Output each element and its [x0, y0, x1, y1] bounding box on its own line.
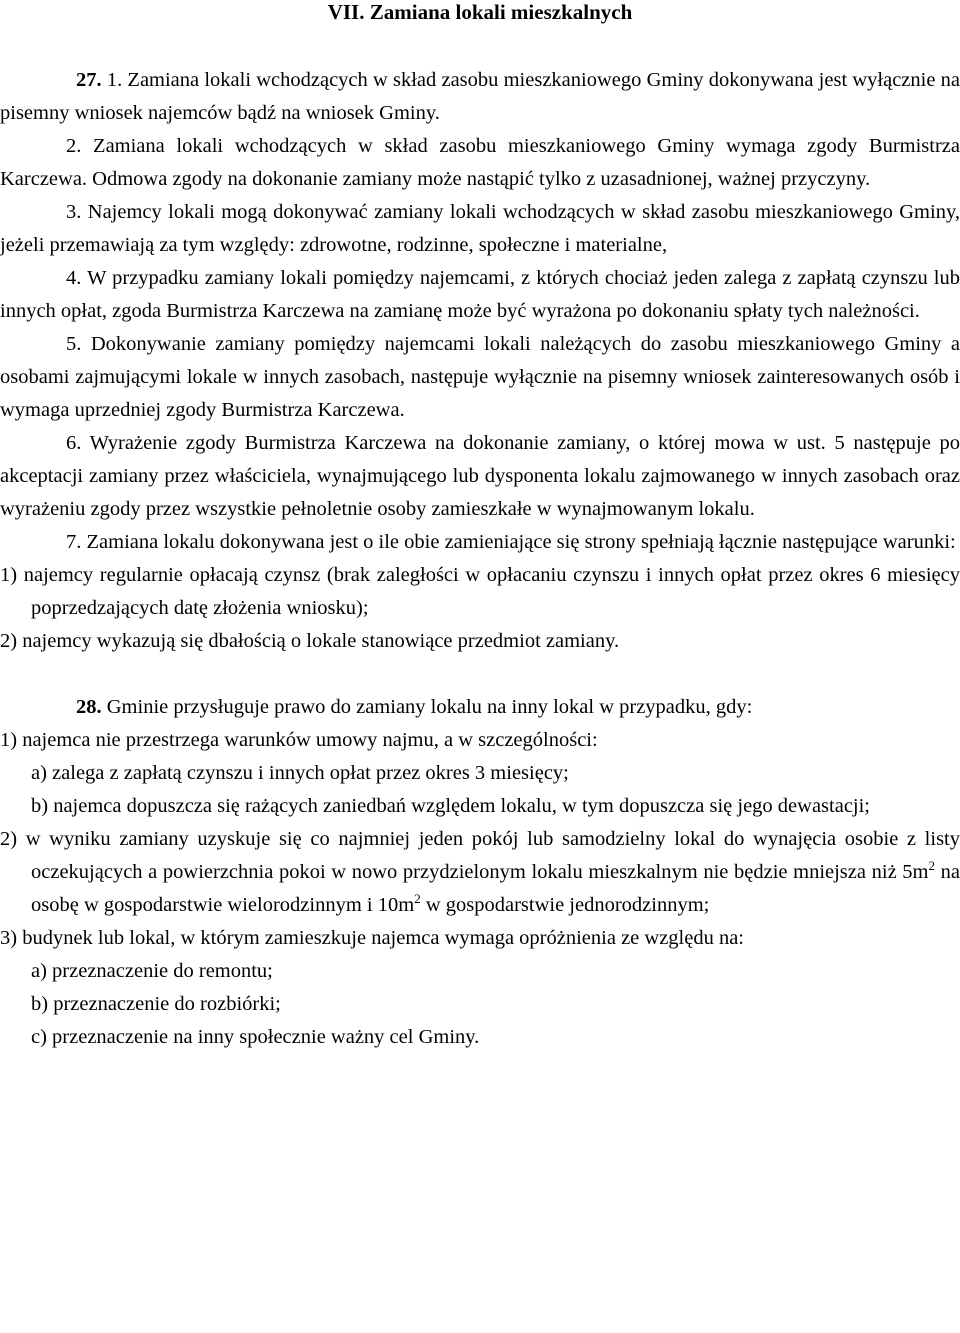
s27-para-3: 3. Najemcy lokali mogą dokonywać zamiany lokali wchodzących w skład zasobu mieszkaniowego Gminy, jeżeli przemawiają za tym względy: zdrowotne, rodzinne, społeczne i materialne, [0, 201, 960, 256]
s28-item-3a: a) przeznaczenie do remontu; [31, 960, 273, 982]
s28-item-1a: a) zalega z zapłatą czynszu i innych opłat przez okres 3 miesięcy; [31, 762, 569, 784]
s28-intro-text: Gminie przysługuje prawo do zamiany lokalu na inny lokal w przypadku, gdy: [101, 696, 753, 718]
s28-item-2-part3: w gospodarstwie jednorodzinnym; [420, 894, 710, 916]
s27-para-2: 2. Zamiana lokali wchodzących w skład zasobu mieszkaniowego Gminy wymaga zgody Burmistrza Karczewa. Odmowa zgody na dokonanie zamiany może nastąpić tylko z uzasadnionej, ważnej przyczyny. [0, 135, 960, 190]
chapter-title: VII. Zamiana lokali mieszkalnych [327, 0, 633, 24]
s27-para-7: 7. Zamiana lokalu dokonywana jest o ile obie zamieniające się strony spełniają łącznie następujące warunki: [66, 531, 956, 553]
s27-para-1-text: 1. Zamiana lokali wchodzących w skład zasobu mieszkaniowego Gminy dokonywana jest wyłącznie na pisemny wniosek najemców bądź na wniosek Gminy. [0, 69, 960, 124]
section-28 [0, 691, 960, 1054]
s28-item-1: 1) najemca nie przestrzega warunków umowy najmu, a w szczególności: [0, 729, 598, 751]
section-27 [0, 64, 960, 658]
s28-item-2 [0, 823, 960, 922]
s27-para-1 [0, 64, 960, 130]
s28-intro [0, 691, 960, 724]
s27-number: 27. [76, 69, 102, 91]
s28-item-2-part1: 2) w wyniku zamiany uzyskuje się co najmniej jeden pokój lub samodzielny lokal do wynajęcia osobie z listy oczekujących a powierzchnia pokoi w nowo przydzielonym lokalu mieszkalnym nie będzie mniejsza niż 5m [0, 828, 960, 883]
s28-item-3: 3) budynek lub lokal, w którym zamieszkuje najemca wymaga opróżnienia ze względu na: [0, 927, 745, 949]
s28-item-1b: b) najemca dopuszcza się rażących zaniedbań względem lokalu, w tym dopuszcza się jego dewastacji; [31, 795, 870, 817]
s28-number: 28. [76, 696, 102, 718]
s27-para-5: 5. Dokonywanie zamiany pomiędzy najemcami lokali należących do zasobu mieszkaniowego Gminy a osobami zajmującymi lokale w innych zasobach, następuje wyłącznie na pisemny wniosek zainteresowanych osób i wymaga uprzedniej zgody Burmistrza Karczewa. [0, 333, 960, 421]
s27-para-4: 4. W przypadku zamiany lokali pomiędzy najemcami, z których chociaż jeden zalega z zapłatą czynszu lub innych opłat, zgoda Burmistrza Karczewa na zamianę może być wyrażona po dokonaniu spłaty tych należności. [0, 267, 960, 322]
superscript-2: 2 [928, 858, 935, 874]
s28-item-2-part2: na osobę w gospodarstwie wielorodzinnym i 10m [31, 861, 960, 916]
s28-item-3c: c) przeznaczenie na inny społecznie ważny cel Gminy. [31, 1026, 480, 1048]
s27-para-6: 6. Wyrażenie zgody Burmistrza Karczewa na dokonanie zamiany, o której mowa w ust. 5 następuje po akceptacji zamiany przez właściciela, wynajmującego lub dysponenta lokalu zajmowanego w innych zasobach oraz wyrażeniu zgody przez wszystkie pełnoletnie osoby zamieszkałe w wynajmowanym lokalu. [0, 432, 960, 520]
s27-para-7-item-2: 2) najemcy wykazują się dbałością o lokale stanowiące przedmiot zamiany. [0, 630, 620, 652]
superscript-2: 2 [414, 891, 421, 907]
s28-item-3b: b) przeznaczenie do rozbiórki; [31, 993, 281, 1015]
s27-para-7-item-1: 1) najemcy regularnie opłacają czynsz (brak zaległości w opłacaniu czynszu i innych opłat przez okres 6 miesięcy poprzedzających datę złożenia wniosku); [0, 564, 960, 619]
